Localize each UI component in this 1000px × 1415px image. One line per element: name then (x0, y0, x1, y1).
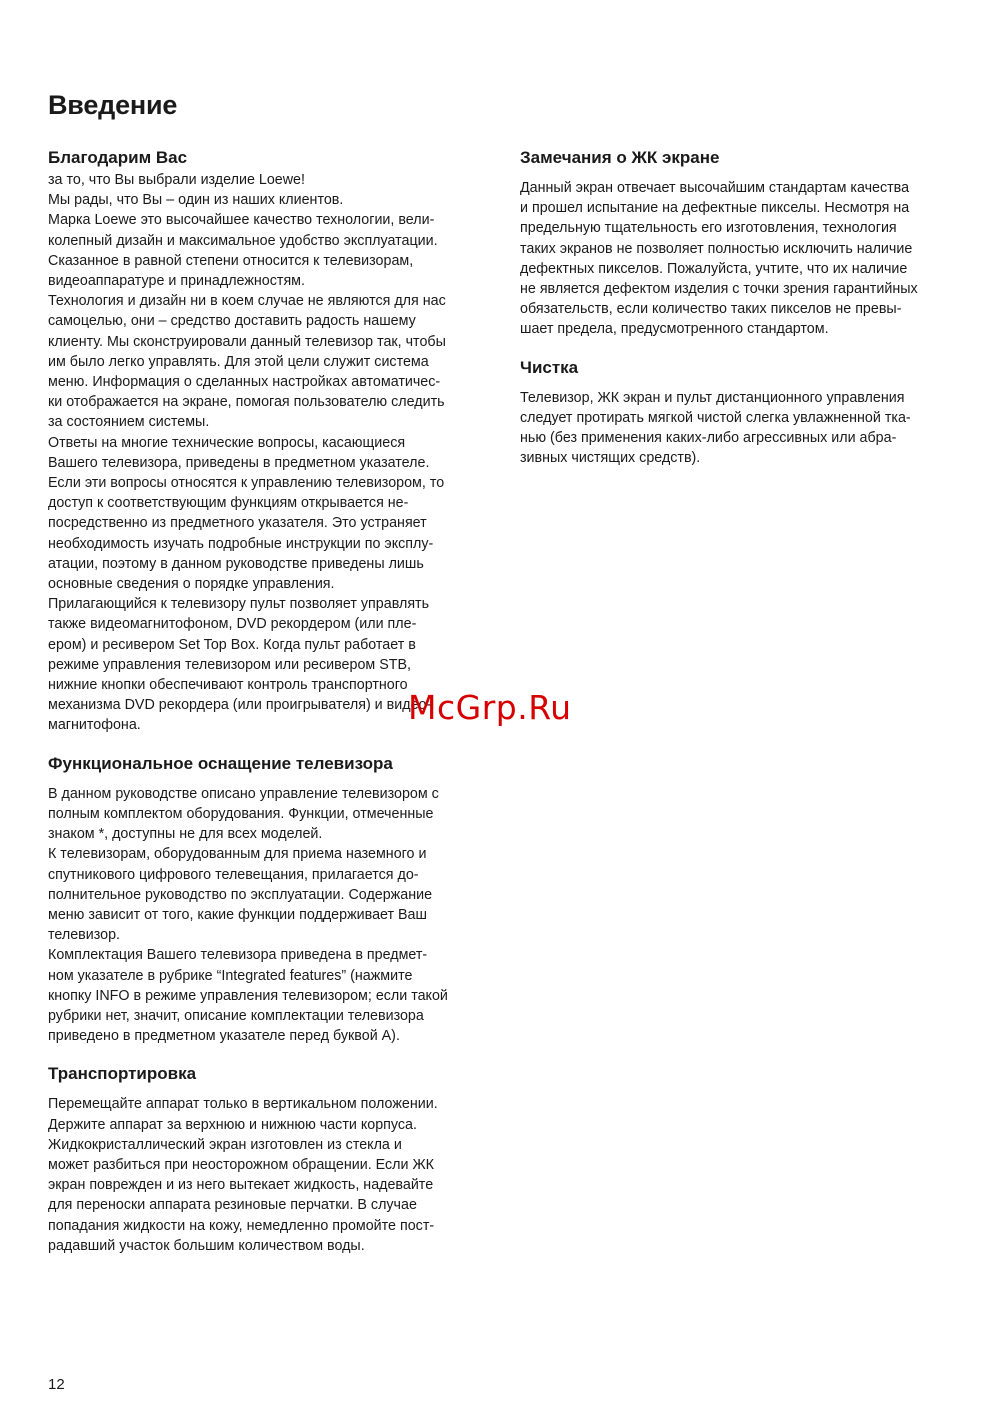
page-number: 12 (48, 1376, 65, 1393)
text-line: для переноски аппарата резиновые перчатки. В случае (48, 1197, 417, 1214)
text-line: К телевизорам, оборудованным для приема наземного и (48, 846, 427, 863)
text-line: механизма DVD рекордера (или проигрывателя) и видео- (48, 697, 432, 714)
text-line: также видеомагнитофоном, DVD рекордером (или пле- (48, 616, 417, 633)
text-line: Ответы на многие технические вопросы, касающиеся (48, 434, 406, 451)
section-body-cleaning (520, 388, 960, 469)
text-line: Сказанное в равной степени относится к телевизорам, (48, 252, 414, 269)
text-line: колепный дизайн и максимальное удобство эксплуатации. (48, 232, 438, 249)
text-line: приведено в предметном указателе перед буквой А). (48, 1028, 400, 1045)
section-cleaning (520, 356, 960, 469)
text-line: Держите аппарат за верхнюю и нижнюю части корпуса. (48, 1116, 417, 1133)
text-line: основные сведения о порядке управления. (48, 576, 335, 593)
section-lcd-notes (520, 146, 960, 340)
section-transport (48, 1062, 488, 1256)
text-line: видеоаппаратуре и принадлежностям. (48, 273, 305, 290)
text-line: экран поврежден и из него вытекает жидкость, надевайте (48, 1177, 434, 1194)
text-line: Марка Loewe это высочайшее качество технологии, вели- (48, 212, 435, 229)
section-heading-transport: Транспортировка (48, 1064, 197, 1084)
text-line: ном указателе в рубрике “Integrated features” (нажмите (48, 967, 413, 984)
text-line: нью (без применения каких-либо агрессивных или абра- (520, 430, 897, 447)
right-column (520, 146, 960, 468)
text-line: посредственно из предметного указателя. Это устраняет (48, 515, 427, 532)
text-line: Прилагающийся к телевизору пульт позволяет управлять (48, 596, 430, 613)
text-line: знаком *, доступны не для всех моделей. (48, 826, 323, 843)
text-line: за состоянием системы. (48, 414, 210, 431)
text-line: Жидкокристаллический экран изготовлен из стекла и (48, 1136, 402, 1153)
text-line: клиенту. Мы сконструировали данный телевизор так, чтобы (48, 333, 446, 350)
text-line: ером) и ресивером Set Top Box. Когда пульт работает в (48, 636, 416, 653)
text-line: дефектных пикселов. Пожалуйста, учтите, что их наличие (520, 260, 908, 277)
text-line: самоцелью, они – средство доставить радость нашему (48, 313, 416, 330)
watermark-text: McGrp.Ru (408, 688, 572, 727)
text-line: обязательств, если количество таких пикселов не превы- (520, 301, 902, 318)
text-line: меню. Информация о сделанных настройках автоматичес- (48, 374, 441, 391)
text-line: режиме управления телевизором или ресивером STB, (48, 656, 411, 673)
section-features (48, 752, 488, 1047)
text-line: зивных чистящих средств). (520, 450, 701, 467)
text-line: Если эти вопросы относятся к управлению телевизором, то (48, 475, 445, 492)
text-line: магнитофона. (48, 717, 141, 734)
section-heading-cleaning: Чистка (520, 357, 579, 377)
text-line: попадания жидкости на кожу, немедленно промойте пост- (48, 1217, 435, 1234)
text-line: необходимость изучать подробные инструкции по эксплу- (48, 535, 434, 552)
text-line: Технология и дизайн ни в коем случае не являются для нас (48, 293, 446, 310)
text-line: Данный экран отвечает высочайшим стандартам качества (520, 180, 910, 196)
section-body-thanks (48, 170, 488, 736)
text-line: доступ к соответствующим функциям открывается не- (48, 495, 409, 512)
text-line: кнопку INFO в режиме управления телевизором; если такой (48, 987, 448, 1004)
section-heading-features: Функциональное оснащение телевизора (48, 753, 393, 773)
text-line: следует протирать мягкой чистой слегка увлажненной тка- (520, 409, 911, 426)
section-heading-thanks: Благодарим Вас (48, 148, 188, 167)
text-line: Перемещайте аппарат только в вертикальном положении. (48, 1096, 438, 1113)
section-heading-lcd-notes: Замечания о ЖК экране (520, 148, 720, 167)
text-line: полным комплектом оборудования. Функции, отмеченные (48, 805, 434, 822)
text-line: В данном руководстве описано управление телевизором с (48, 785, 439, 802)
text-line: полнительное руководство по эксплуатации. Содержание (48, 886, 433, 903)
text-line: Вашего телевизора, приведены в предметном указателе. (48, 454, 430, 471)
text-line: рубрики нет, значит, описание комплектации телевизора (48, 1007, 424, 1024)
text-line: за то, что Вы выбрали изделие Loewe! (48, 172, 305, 188)
text-line: нижние кнопки обеспечивают контроль транспортного (48, 677, 408, 694)
page-title: Введение (48, 90, 178, 120)
text-line: шает предела, предусмотренного стандартом. (520, 321, 829, 338)
text-line: таких экранов не позволяет полностью исключить наличие (520, 240, 913, 257)
text-line: Мы рады, что Вы – один из наших клиентов. (48, 192, 344, 209)
section-body-transport (48, 1094, 488, 1256)
text-line: меню зависит от того, какие функции поддерживает Ваш (48, 906, 427, 923)
text-line: может разбиться при неосторожном обращении. Если ЖК (48, 1156, 435, 1173)
text-line: предельную тщательность его изготовления, технология (520, 220, 897, 237)
text-line: не является дефектом изделия с точки зрения гарантийных (520, 281, 918, 298)
text-line: телевизор. (48, 927, 121, 944)
text-line: спутникового цифрового телевещания, прилагается до- (48, 866, 419, 883)
text-line: ки отображается на экране, помогая пользователю следить (48, 394, 445, 411)
text-line: атации, поэтому в данном руководстве приведены лишь (48, 555, 424, 572)
text-line: радавший участок большим количеством воды. (48, 1237, 365, 1254)
section-body-lcd-notes (520, 178, 960, 340)
section-body-features (48, 784, 488, 1047)
text-line: Комплектация Вашего телевизора приведена в предмет- (48, 947, 428, 964)
text-line: Телевизор, ЖК экран и пульт дистанционного управления (520, 389, 905, 406)
text-line: им было легко управлять. Для этой цели служит система (48, 353, 429, 370)
text-line: и прошел испытание на дефектные пикселы. Несмотря на (520, 200, 910, 217)
section-thanks (48, 146, 488, 736)
